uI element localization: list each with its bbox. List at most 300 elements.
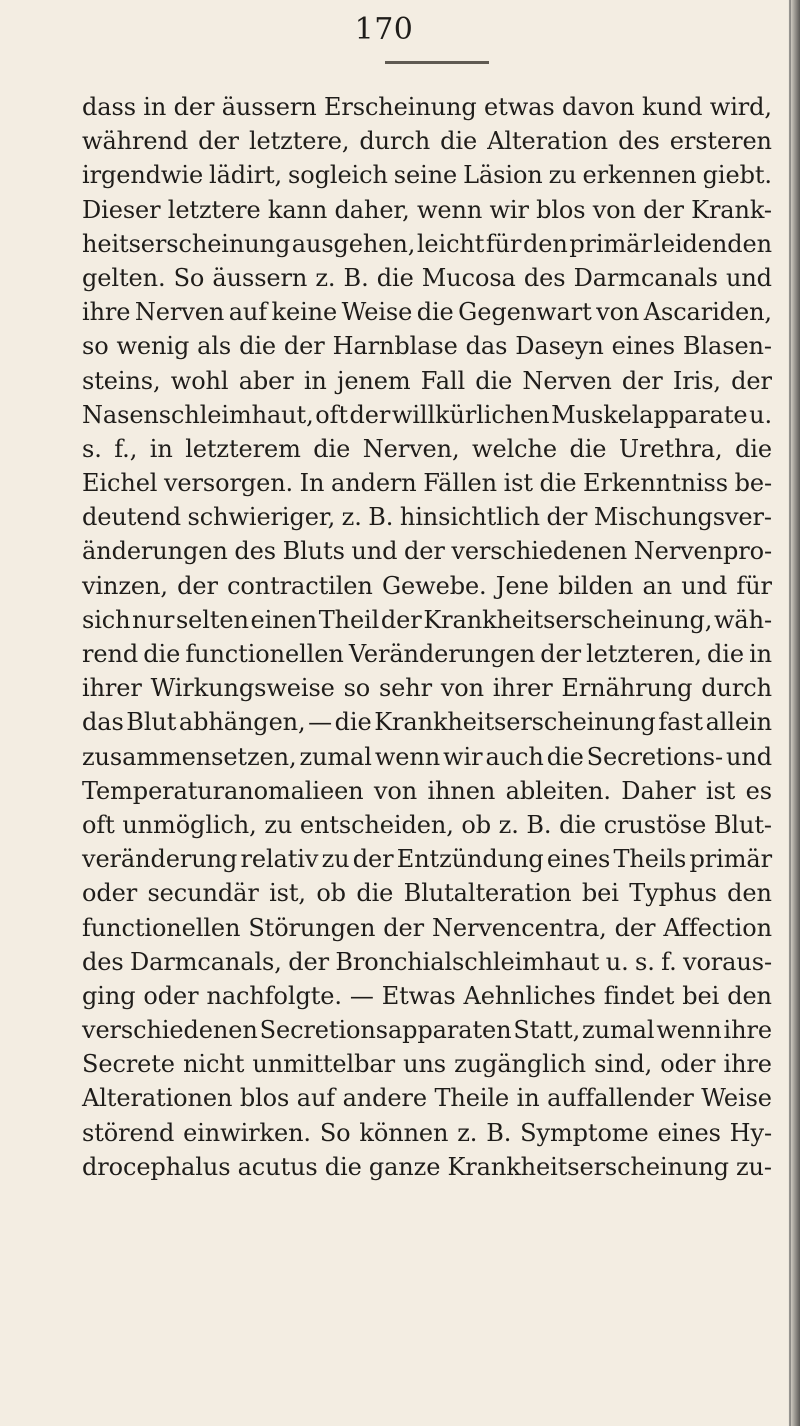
- text-word: in: [516, 1084, 540, 1113]
- text-word: z.: [341, 503, 362, 532]
- text-word: als: [197, 332, 232, 361]
- text-word: Harnblase: [332, 332, 458, 361]
- text-line: [82, 603, 772, 637]
- text-word: die: [539, 469, 577, 498]
- text-word: Veränderungen: [348, 640, 536, 668]
- text-word: Entzündung: [396, 845, 544, 874]
- page-edge-shadow: [788, 0, 800, 1426]
- text-word: von: [440, 674, 484, 703]
- text-word: Hy-: [729, 1118, 772, 1147]
- text-line: [82, 329, 772, 363]
- text-word: be-: [734, 469, 772, 498]
- text-word: Typhus: [629, 879, 717, 908]
- text-word: Weise: [701, 1084, 772, 1113]
- text-word: Secrete: [82, 1050, 175, 1079]
- text-line: [82, 90, 772, 124]
- text-word: leicht: [416, 229, 485, 258]
- text-word: eines: [657, 1118, 721, 1147]
- text-line: [82, 1081, 772, 1115]
- text-word: ihre: [723, 1050, 772, 1079]
- text-word: So: [173, 263, 205, 292]
- text-word: Krankheitserscheinung: [447, 1152, 729, 1181]
- text-word: unmöglich,: [122, 810, 257, 839]
- text-line: [82, 671, 772, 705]
- text-word: heitserscheinung: [82, 229, 291, 258]
- text-word: schwieriger,: [187, 503, 336, 532]
- text-word: die: [440, 127, 478, 156]
- text-word: der: [540, 640, 581, 668]
- text-word: bei: [682, 981, 720, 1010]
- text-word: Blutalteration: [403, 879, 572, 908]
- text-word: ersteren: [669, 127, 772, 156]
- text-word: wenn: [656, 1016, 722, 1045]
- text-word: f.: [661, 947, 677, 976]
- text-word: bilden: [558, 571, 634, 600]
- text-word: der: [380, 605, 422, 634]
- text-word: der: [404, 537, 445, 566]
- text-word: Darmcanals,: [129, 947, 282, 976]
- text-word: die: [313, 434, 351, 463]
- text-word: die: [143, 640, 181, 668]
- text-word: Secretionsapparaten: [259, 1016, 512, 1045]
- text-word: relativ: [240, 845, 319, 874]
- text-word: hinsichtlich: [399, 503, 541, 532]
- text-word: functionellen: [185, 640, 344, 668]
- text-word: ihrer: [82, 674, 142, 703]
- text-word: der: [383, 913, 425, 942]
- text-word: —: [308, 708, 333, 737]
- text-word: Nervencentra,: [431, 913, 607, 942]
- text-word: B.: [343, 263, 369, 292]
- text-word: deutend: [82, 503, 181, 532]
- text-word: lädirt,: [209, 161, 283, 190]
- text-word: rend: [82, 640, 139, 668]
- text-word: sogleich: [288, 161, 388, 190]
- text-word: Nervenpro-: [633, 537, 772, 566]
- text-word: durch: [701, 674, 772, 703]
- text-word: der: [546, 503, 588, 532]
- text-word: die: [416, 298, 454, 327]
- text-word: Krankheitserscheinung,: [423, 605, 713, 634]
- text-word: der: [349, 400, 391, 429]
- text-word: Nasenschleimhaut,: [82, 400, 314, 429]
- text-word: einen: [250, 605, 318, 634]
- text-word: an: [642, 571, 673, 600]
- text-word: uns: [403, 1050, 447, 1079]
- text-word: Nerven: [522, 366, 612, 395]
- text-word: Etwas: [381, 981, 456, 1010]
- text-word: die: [475, 366, 513, 395]
- text-word: die: [735, 434, 772, 463]
- text-word: für: [736, 571, 772, 600]
- text-word: primär: [689, 845, 772, 874]
- text-line: [82, 534, 772, 568]
- text-word: kann: [267, 195, 328, 224]
- text-word: Krank-: [691, 195, 772, 224]
- text-word: der: [177, 571, 218, 600]
- text-word: letztere: [167, 195, 261, 224]
- text-word: ganze: [368, 1152, 441, 1181]
- text-line: [82, 432, 772, 466]
- text-word: und: [725, 263, 772, 292]
- text-line: [82, 945, 772, 979]
- text-line: [82, 261, 772, 295]
- text-word: Blut-: [713, 810, 772, 839]
- text-word: oder: [82, 879, 138, 908]
- text-word: nachfolgte.: [206, 981, 342, 1010]
- text-word: Theil: [318, 605, 380, 634]
- text-word: zu: [321, 845, 350, 874]
- text-word: die: [569, 434, 607, 463]
- text-word: etwas: [484, 93, 555, 121]
- text-word: z.: [315, 263, 336, 292]
- text-word: andern: [331, 469, 417, 498]
- text-word: Blasen-: [682, 332, 772, 361]
- text-word: ist: [705, 776, 736, 805]
- text-word: Eichel: [82, 469, 158, 498]
- text-line: [82, 911, 772, 945]
- text-word: sehr: [378, 674, 433, 703]
- page-number: 170: [354, 12, 414, 47]
- text-word: den: [727, 879, 772, 908]
- text-word: u.: [749, 400, 772, 429]
- text-word: oft: [82, 810, 115, 839]
- text-word: seine: [393, 161, 458, 190]
- text-word: irgendwie: [82, 161, 204, 190]
- text-word: von: [373, 776, 418, 805]
- text-word: Weise: [341, 298, 413, 327]
- text-word: Theils: [613, 845, 687, 874]
- text-word: der: [614, 913, 656, 942]
- text-word: ihnen: [427, 776, 496, 805]
- text-word: Blut: [126, 708, 177, 737]
- text-line: [82, 295, 772, 329]
- text-word: zumal: [582, 1016, 655, 1045]
- text-line: [82, 569, 772, 603]
- text-line: [82, 842, 772, 876]
- text-word: Fall: [420, 366, 466, 395]
- text-word: auch: [485, 742, 544, 771]
- text-word: acutus: [237, 1152, 318, 1181]
- text-word: der: [288, 947, 329, 976]
- text-word: Muskelapparate: [551, 400, 748, 429]
- text-line: [82, 500, 772, 534]
- text-word: Bluts: [282, 537, 345, 566]
- text-word: Krankheitserscheinung: [374, 708, 656, 737]
- text-word: das: [465, 332, 508, 361]
- text-word: und: [351, 537, 398, 566]
- text-word: ausgehen,: [291, 229, 416, 258]
- text-line: [82, 1013, 772, 1047]
- text-word: auf: [296, 1084, 336, 1113]
- text-word: kund: [641, 93, 703, 121]
- text-word: primär: [569, 229, 652, 258]
- text-line: [82, 227, 772, 261]
- text-word: Gewebe.: [381, 571, 487, 600]
- text-word: die: [706, 640, 744, 668]
- text-word: Mucosa: [421, 263, 516, 292]
- text-word: verschiedenen: [451, 537, 628, 566]
- text-word: Störungen: [248, 913, 376, 942]
- text-word: nur: [132, 605, 175, 634]
- text-word: Ernährung: [561, 674, 693, 703]
- text-word: wäh-: [713, 605, 772, 634]
- text-word: B.: [486, 1118, 512, 1147]
- text-word: letzterem: [185, 434, 301, 463]
- text-word: können: [359, 1118, 449, 1147]
- text-word: wird,: [709, 93, 772, 121]
- text-word: die: [546, 742, 584, 771]
- text-word: s.: [635, 947, 655, 976]
- text-word: zu-: [736, 1152, 772, 1181]
- text-word: Erscheinung: [323, 93, 477, 121]
- text-word: oder: [143, 981, 199, 1010]
- text-word: dass: [82, 93, 136, 121]
- text-word: andere: [342, 1084, 428, 1113]
- text-word: der: [731, 366, 772, 395]
- text-word: die: [376, 263, 414, 292]
- text-line: [82, 158, 772, 192]
- body-text: [82, 90, 772, 1184]
- text-word: selten: [175, 605, 249, 634]
- text-word: Urethra,: [618, 434, 723, 463]
- text-word: drocephalus: [82, 1152, 231, 1181]
- text-word: und: [725, 742, 772, 771]
- text-word: des: [618, 127, 660, 156]
- text-word: störend: [82, 1118, 175, 1147]
- text-word: willkürlichen: [391, 400, 550, 429]
- text-word: des: [523, 263, 566, 292]
- text-word: s.: [82, 434, 102, 463]
- text-word: erkennen: [582, 161, 697, 190]
- text-word: ist,: [269, 879, 306, 908]
- text-word: zu: [548, 161, 577, 190]
- text-word: Daher: [621, 776, 696, 805]
- text-word: Dieser: [82, 195, 161, 224]
- text-word: in: [143, 93, 167, 121]
- text-word: eines: [546, 845, 611, 874]
- text-word: blos: [239, 1084, 290, 1113]
- text-word: für: [485, 229, 522, 258]
- text-word: entscheiden,: [299, 810, 454, 839]
- text-word: der: [198, 127, 239, 156]
- text-word: ihrer: [492, 674, 553, 703]
- text-word: von: [592, 195, 636, 224]
- text-word: der: [352, 845, 394, 874]
- text-word: steins,: [82, 366, 161, 395]
- text-word: während: [82, 127, 189, 156]
- text-word: nicht: [183, 1050, 245, 1079]
- text-word: zusammensetzen,: [82, 742, 297, 771]
- text-word: äussern: [212, 263, 308, 292]
- text-word: bei: [581, 879, 619, 908]
- text-word: sind,: [594, 1050, 653, 1079]
- text-line: [82, 1150, 772, 1184]
- text-word: Läsion: [463, 161, 543, 190]
- text-word: allein: [705, 708, 772, 737]
- text-word: die: [239, 332, 277, 361]
- text-word: wenig: [116, 332, 190, 361]
- text-word: ist: [503, 469, 533, 498]
- text-word: Iris,: [672, 366, 721, 395]
- text-word: keine: [271, 298, 338, 327]
- text-word: abhängen,: [178, 708, 306, 737]
- text-word: z.: [457, 1118, 478, 1147]
- text-word: auf: [228, 298, 268, 327]
- text-word: die: [334, 708, 372, 737]
- text-line: [82, 705, 772, 739]
- text-word: Erkenntniss: [583, 469, 728, 498]
- text-line: [82, 193, 772, 227]
- text-word: ob: [461, 810, 492, 839]
- text-word: so: [82, 332, 109, 361]
- text-word: vinzen,: [82, 571, 168, 600]
- text-word: aber: [238, 366, 294, 395]
- text-word: —: [349, 981, 374, 1010]
- text-word: Darmcanals: [573, 263, 718, 292]
- text-word: und: [681, 571, 728, 600]
- text-word: in: [749, 640, 772, 668]
- text-word: So: [319, 1118, 351, 1147]
- text-word: den: [727, 981, 772, 1010]
- text-word: der: [643, 195, 684, 224]
- text-word: die: [356, 879, 394, 908]
- text-word: secundär: [147, 879, 259, 908]
- text-word: auffallender: [547, 1084, 694, 1113]
- text-word: Aehnliches: [463, 981, 596, 1010]
- text-word: functionellen: [82, 913, 241, 942]
- text-word: den: [522, 229, 568, 258]
- text-word: der: [283, 332, 325, 361]
- text-word: unmittelbar: [252, 1050, 395, 1079]
- text-word: durch: [359, 127, 431, 156]
- text-word: crustöse: [603, 810, 707, 839]
- text-word: ihre: [723, 1016, 772, 1045]
- text-line: [82, 1116, 772, 1150]
- text-line: [82, 1047, 772, 1081]
- text-word: versorgen.: [163, 469, 294, 498]
- text-word: zumal: [299, 742, 372, 771]
- text-line: [82, 364, 772, 398]
- text-word: gelten.: [82, 263, 166, 292]
- text-word: ihre: [82, 298, 131, 327]
- text-word: Mischungsver-: [593, 503, 772, 532]
- text-word: Temperaturanomalieen: [82, 776, 364, 805]
- text-word: wenn: [416, 195, 483, 224]
- text-word: ob: [316, 879, 346, 908]
- text-word: äussern: [221, 93, 317, 121]
- text-word: wenn: [374, 742, 441, 771]
- text-word: eines: [611, 332, 675, 361]
- text-word: Fällen: [423, 469, 497, 498]
- text-line: [82, 876, 772, 910]
- text-line: [82, 466, 772, 500]
- text-word: jenem: [336, 366, 411, 395]
- text-line: [82, 637, 772, 671]
- text-word: zu: [264, 810, 293, 839]
- text-word: von: [596, 298, 640, 327]
- text-word: fast: [658, 708, 703, 737]
- text-word: davon: [561, 93, 635, 121]
- text-word: u.: [605, 947, 629, 976]
- text-word: so: [343, 674, 371, 703]
- text-word: Alteration: [487, 127, 609, 156]
- text-word: Symptome: [520, 1118, 649, 1147]
- text-line: [82, 124, 772, 158]
- text-word: Bronchialschleimhaut: [335, 947, 600, 976]
- text-word: Jene: [495, 571, 549, 600]
- text-word: des: [234, 537, 276, 566]
- text-word: oder: [660, 1050, 716, 1079]
- text-word: die: [559, 810, 597, 839]
- text-word: letztere,: [248, 127, 350, 156]
- header-rule: [385, 61, 489, 64]
- text-word: B.: [368, 503, 394, 532]
- text-word: contractilen: [227, 571, 373, 600]
- text-word: welche: [472, 434, 557, 463]
- text-word: Wirkungsweise: [150, 674, 335, 703]
- text-word: Nerven,: [362, 434, 460, 463]
- text-word: Nerven: [134, 298, 225, 327]
- text-line: [82, 774, 772, 808]
- text-word: der: [621, 366, 663, 395]
- text-word: leidenden: [653, 229, 772, 258]
- text-word: veränderung: [82, 845, 238, 874]
- text-word: in: [303, 366, 327, 395]
- text-word: ging: [82, 981, 136, 1010]
- text-word: In: [299, 469, 325, 498]
- text-word: letzteren,: [586, 640, 702, 668]
- text-word: zugänglich: [454, 1050, 587, 1079]
- text-line: [82, 808, 772, 842]
- text-word: des: [82, 947, 124, 976]
- text-word: B.: [526, 810, 552, 839]
- text-word: in: [149, 434, 173, 463]
- text-word: giebt.: [702, 161, 772, 190]
- text-word: ableiten.: [505, 776, 611, 805]
- text-word: Affection: [663, 913, 772, 942]
- text-word: das: [82, 708, 124, 737]
- text-word: f.,: [114, 434, 138, 463]
- text-word: z.: [498, 810, 519, 839]
- text-word: es: [745, 776, 772, 805]
- text-word: daher,: [334, 195, 410, 224]
- text-word: der: [173, 93, 215, 121]
- text-word: wohl: [170, 366, 229, 395]
- text-line: [82, 740, 772, 774]
- text-word: Secretions-: [586, 742, 723, 771]
- text-word: Statt,: [513, 1016, 581, 1045]
- text-word: Theile: [434, 1084, 510, 1113]
- text-word: verschiedenen: [82, 1016, 258, 1045]
- text-line: [82, 979, 772, 1013]
- text-word: Daseyn: [515, 332, 604, 361]
- text-word: wir: [489, 195, 529, 224]
- text-word: sich: [82, 605, 131, 634]
- text-word: wir: [443, 742, 483, 771]
- text-word: Alterationen: [82, 1084, 233, 1113]
- text-word: die: [324, 1152, 362, 1181]
- text-word: voraus-: [683, 947, 772, 976]
- text-word: blos: [536, 195, 586, 224]
- text-word: findet: [603, 981, 675, 1010]
- text-word: Gegenwart: [458, 298, 592, 327]
- text-word: oft: [315, 400, 348, 429]
- text-word: änderungen: [82, 537, 228, 566]
- text-line: [82, 398, 772, 432]
- text-word: einwirken.: [183, 1118, 311, 1147]
- text-word: Ascariden,: [643, 298, 772, 327]
